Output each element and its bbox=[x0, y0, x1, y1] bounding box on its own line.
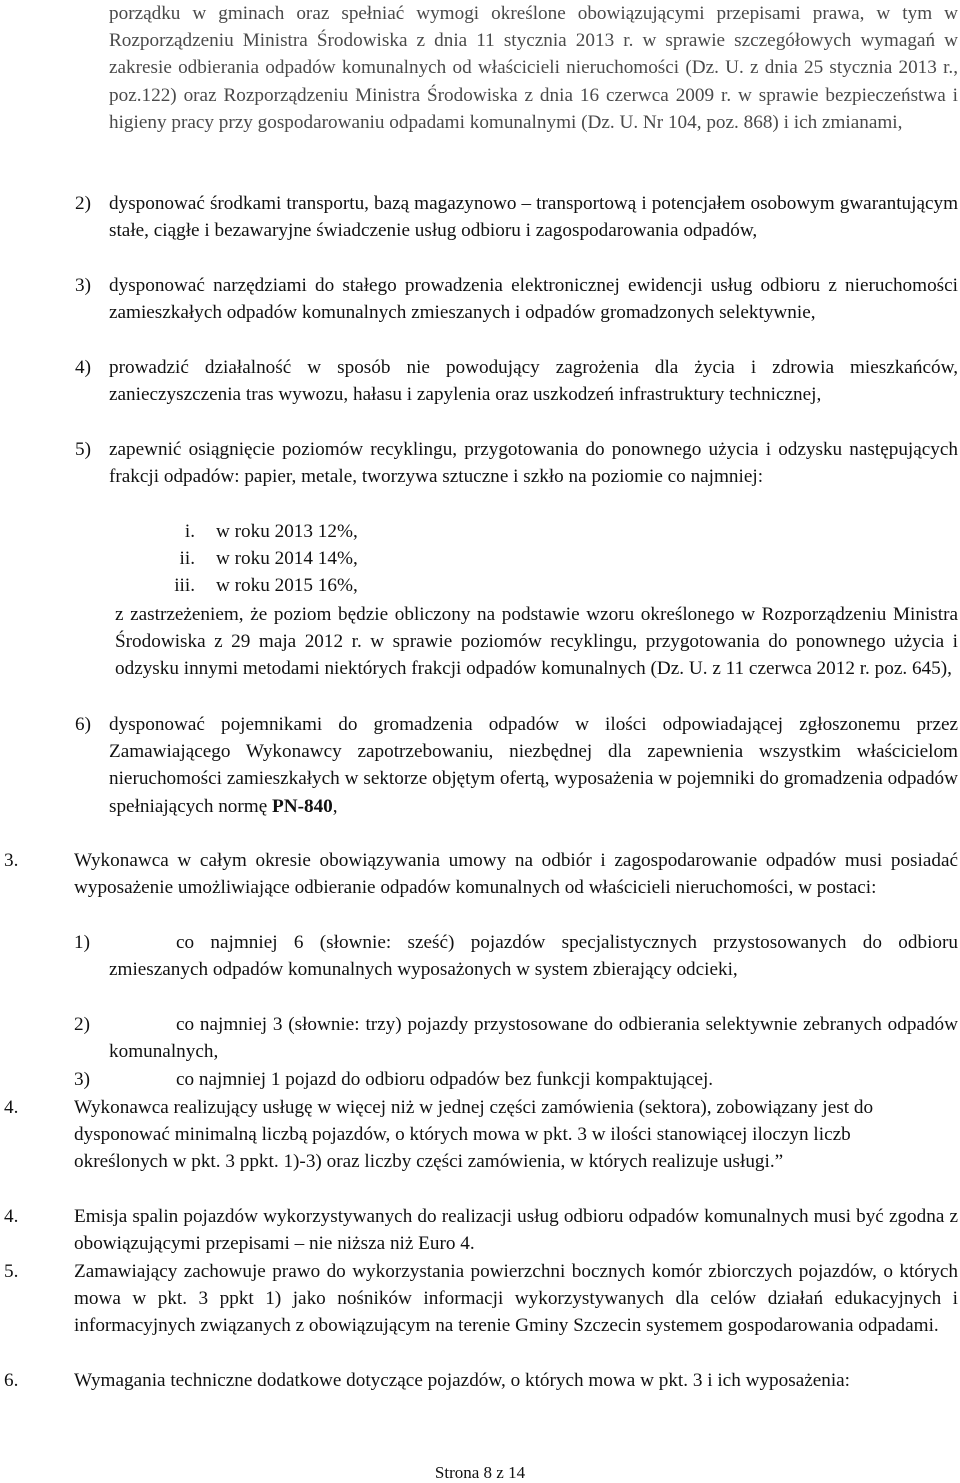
section-4b-number: 4. bbox=[4, 1206, 19, 1227]
roman-item-ii-number: ii. bbox=[179, 548, 195, 569]
section-4a-number: 4. bbox=[4, 1097, 19, 1118]
section-3-item-2-text: co najmniej 3 (słownie: trzy) pojazdy przystosowane do odbierania selektywnie zebranych odpadów komunalnych, bbox=[109, 1014, 958, 1063]
section-3-item-1-text: co najmniej 6 (słownie: sześć) pojazdów specjalistycznych przystosowanych do odbioru zmieszanych odpadów komunalnych wyposażonych w system zbierający odcieki, bbox=[109, 932, 958, 981]
section-3-number: 3. bbox=[4, 850, 19, 871]
roman-item-ii-text: w roku 2014 14%, bbox=[216, 548, 358, 569]
sub-item-2-number: 2) bbox=[75, 193, 91, 214]
section-6-number: 6. bbox=[4, 1370, 19, 1391]
sub-item-4-number: 4) bbox=[75, 357, 91, 378]
sub-item-2-text: dysponować środkami transportu, bazą magazynowo – transportową i potencjałem osobowym gwarantującym stałe, ciągłe i bezawaryjne świadczenie usług odbioru i zagospodarowania odpadów, bbox=[109, 193, 958, 242]
section-3-item-3-number: 3) bbox=[74, 1069, 90, 1090]
section-3-text: Wykonawca w całym okresie obowiązywania umowy na odbiór i zagospodarowanie odpadów musi posiadać wyposażenie umożliwiające odbieranie odpadów komunalnych od właścicieli nieruchomości, w postaci: bbox=[74, 850, 958, 899]
page-number-footer: Strona 8 z 14 bbox=[434, 1463, 526, 1482]
sub-item-6-text: dysponować pojemnikami do gromadzenia odpadów w ilości odpowiadającej zgłoszonemu przez Zamawiającego Wykonawcy zapotrzebowaniu, niezbędnej dla zapewnienia wszystkim właścicielom nieruchomości zamieszkałych w sektorze objętym ofertą, wyposażenia w pojemniki do gromadzenia odpadów spełniających normę bbox=[109, 714, 958, 817]
roman-item-iii-number: iii. bbox=[174, 575, 195, 596]
sub-item-3-number: 3) bbox=[75, 275, 91, 296]
roman-item-iii-text: w roku 2015 16%, bbox=[216, 575, 358, 596]
norm-code: PN-840 bbox=[272, 795, 333, 817]
section-3-item-3-text: co najmniej 1 pojazd do odbioru odpadów bez funkcji kompaktującej. bbox=[176, 1069, 714, 1090]
section-6-text: Wymagania techniczne dodatkowe dotyczące pojazdów, o których mowa w pkt. 3 i ich wyposażenia: bbox=[74, 1370, 851, 1391]
sub-item-6-tail: , bbox=[332, 795, 338, 817]
sub-item-3-text: dysponować narzędziami do stałego prowadzenia elektronicznej ewidencji usług odbioru z nieruchomości zamieszkałych odpadów komunalnych zmieszanych i odpadów gromadzonych selektywnie, bbox=[109, 275, 958, 324]
sub-item-5-number: 5) bbox=[75, 439, 91, 460]
section-5-number: 5. bbox=[4, 1261, 19, 1282]
section-4a-text: Wykonawca realizujący usługę w więcej niż w jednej części zamówienia (sektora), zobowiązany jest do dysponować minimalną liczbą pojazdów, o których mowa w pkt. 3 w ilości stanowiącej iloczyn liczb określonych w pkt. 3 ppkt. 1)-3) oraz liczby części zamówienia, w których realizuje usługi.” bbox=[74, 1097, 874, 1173]
section-4b-text: Emisja spalin pojazdów wykorzystywanych do realizacji usług odbioru odpadów komunalnych musi być zgodna z obowiązującymi przepisami – nie niższa niż Euro 4. bbox=[74, 1206, 958, 1255]
sub-item-6-paragraph bbox=[109, 711, 958, 820]
intro-paragraph: porządku w gminach oraz spełniać wymogi określone obowiązującymi przepisami prawa, w tym w Rozporządzeniu Ministra Środowiska z dnia 11 stycznia 2013 r. w sprawie szczegółowych wymagań w zakresie odbierania odpadów komunalnych od właścicieli nieruchomości (Dz. U. z dnia 25 stycznia 2013 r., poz.122) oraz Rozporządzeniu Ministra Środowiska z dnia 16 czerwca 2009 r. w sprawie bezpieczeństwa i higieny pracy przy gospodarowaniu odpadami komunalnymi (Dz. U. Nr 104, poz. 868) i ich zmianami, bbox=[109, 3, 958, 133]
roman-item-i-text: w roku 2013 12%, bbox=[216, 521, 358, 542]
sub-item-5-text: zapewnić osiągnięcie poziomów recyklingu, przygotowania do ponownego użycia i odzysku następujących frakcji odpadów: papier, metale, tworzywa sztuczne i szkło na poziomie co najmniej: bbox=[109, 439, 958, 488]
reservation-paragraph: z zastrzeżeniem, że poziom będzie obliczony na podstawie wzoru określonego w Rozporządzeniu Ministra Środowiska z 29 maja 2012 r. w sprawie poziomów recyklingu, przygotowania do ponownego użycia i odzysku innymi metodami niektórych frakcji odpadów komunalnych (Dz. U. z 11 czerwca 2012 r. poz. 645), bbox=[115, 604, 958, 680]
sub-item-4-text: prowadzić działalność w sposób nie powodujący zagrożenia dla życia i zdrowia mieszkańców, zanieczyszczenia tras wywozu, hałasu i zapylenia oraz uszkodzeń infrastruktury technicznej, bbox=[109, 357, 958, 406]
roman-item-i-number: i. bbox=[184, 521, 195, 542]
section-5-text: Zamawiający zachowuje prawo do wykorzystania powierzchni bocznych komór zbiorczych pojazdów, o których mowa w pkt. 3 ppkt 1) jako nośników informacji wykorzystywanych dla celów działań edukacyjnych i informacyjnych związanych z obowiązującym na terenie Gminy Szczecin systemem gospodarowania odpadami. bbox=[74, 1261, 958, 1337]
section-3-item-2-number: 2) bbox=[74, 1014, 90, 1035]
sub-item-6-number: 6) bbox=[75, 714, 91, 735]
section-3-item-1-number: 1) bbox=[74, 932, 90, 953]
